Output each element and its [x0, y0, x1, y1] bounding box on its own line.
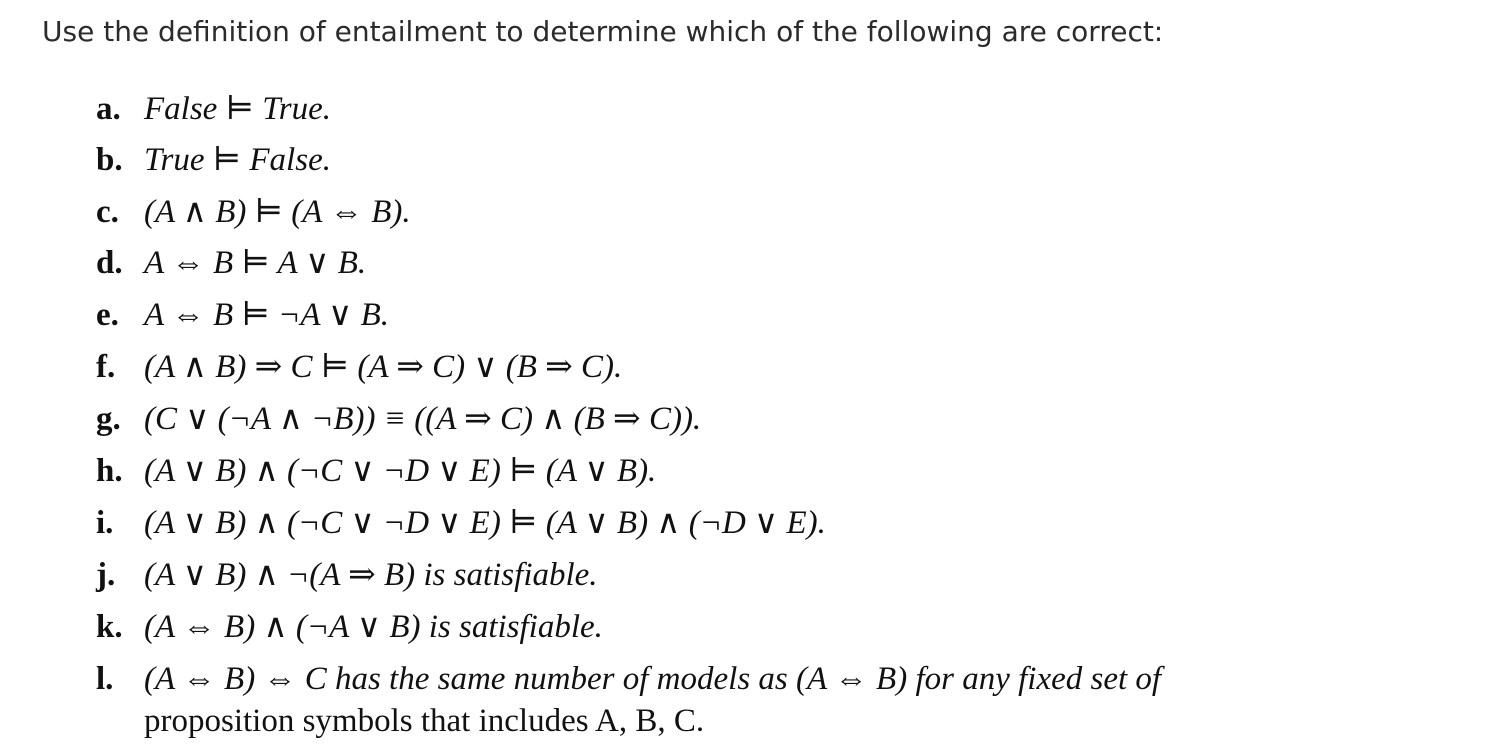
statement-i — [96, 504, 826, 542]
statement-expression: (A ∧ B) ⇒ C ⊨ (A ⇒ C) ∨ (B ⇒ C). — [144, 349, 623, 385]
statement-g — [96, 400, 701, 438]
statement-expression: (A ∧ B) ⊨ (A ⇔ B). — [144, 194, 411, 230]
statement-e — [96, 296, 389, 334]
statement-l — [96, 660, 1161, 698]
statement-expression: (A ⇔ B) ∧ (¬A ∨ B) is satisfiable. — [144, 609, 603, 645]
statement-expression: True ⊨ False. — [144, 142, 331, 178]
statement-b — [96, 141, 331, 179]
statement-expression: A ⇔ B ⊨ A ∨ B. — [144, 245, 367, 281]
statement-label: f. — [96, 349, 116, 385]
statement-label: d. — [96, 245, 123, 281]
statement-label: j. — [96, 557, 116, 593]
statement-expression: (A ∨ B) ∧ (¬C ∨ ¬D ∨ E) ⊨ (A ∨ B) ∧ (¬D ∨ E). — [144, 505, 826, 541]
statement-expression: (A ∨ B) ∧ (¬C ∨ ¬D ∨ E) ⊨ (A ∨ B). — [144, 453, 657, 489]
statement-label: l. — [96, 661, 114, 697]
statement-label: k. — [96, 609, 123, 645]
statement-label: b. — [96, 142, 123, 178]
statement-expression: (C ∨ (¬A ∧ ¬B)) ≡ ((A ⇒ C) ∧ (B ⇒ C)). — [144, 401, 702, 437]
statement-f — [96, 348, 622, 386]
statement-label: e. — [96, 297, 119, 333]
statement-expression: A ⇔ B ⊨ ¬A ∨ B. — [144, 297, 389, 333]
statement-d — [96, 244, 366, 282]
statement-l-continuation: proposition symbols that includes A, B, C. — [144, 703, 705, 739]
statement-j — [96, 556, 598, 594]
statement-expression: False ⊨ True. — [144, 91, 331, 127]
statement-label: i. — [96, 505, 114, 541]
statement-a — [96, 90, 331, 128]
statement-c — [96, 193, 411, 231]
statement-expression: (A ∨ B) ∧ ¬(A ⇒ B) is satisfiable. — [144, 557, 598, 593]
statement-label: h. — [96, 453, 123, 489]
statement-h — [96, 452, 656, 490]
question-prompt: Use the definition of entailment to determine which of the following are correct: — [42, 15, 1164, 48]
statement-label: a. — [96, 91, 121, 127]
statement-expression: (A ⇔ B) ⇔ C has the same number of models as (A ⇔ B) for any fixed set of — [144, 661, 1162, 697]
statement-label: g. — [96, 401, 121, 437]
statement-label: c. — [96, 194, 119, 230]
statement-k — [96, 608, 603, 646]
